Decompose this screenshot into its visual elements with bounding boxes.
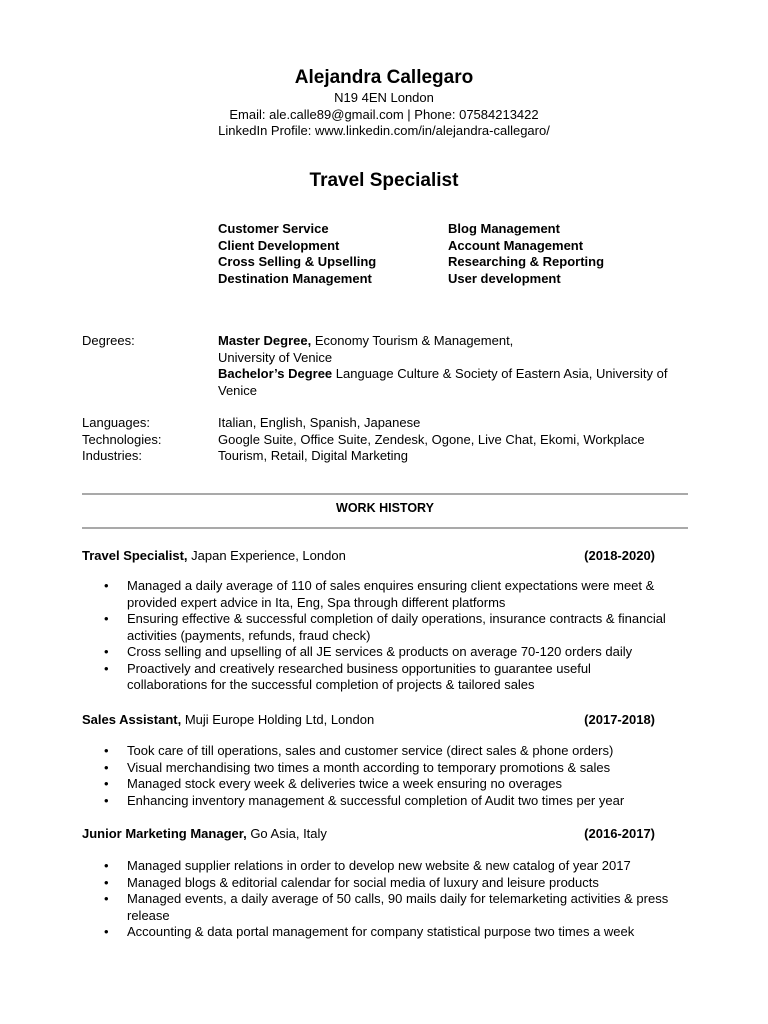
skill-item: Client Development: [218, 237, 340, 253]
resume-name: Alejandra Callegaro: [294, 67, 474, 88]
skill-item: Cross Selling & Upselling: [218, 254, 377, 269]
job-bullet-list: [104, 858, 674, 941]
job-company: Japan Experience, London: [187, 548, 346, 563]
bullet-icon: •: [104, 858, 109, 873]
job-header: [82, 548, 688, 565]
list-item: • Enhancing inventory management & successful completion of Audit two times per year: [104, 792, 625, 808]
list-item: • Proactively and creatively researched business opportunities to guarantee useful collaborations for the successful completion of projects & tailored sales: [104, 660, 591, 692]
job-role: Travel Specialist,: [82, 548, 188, 563]
address: N19 4EN London: [334, 90, 434, 105]
list-item: • Accounting & data portal management for company statistical purpose two times a week: [104, 924, 635, 939]
skills-left-column: [218, 221, 376, 287]
list-item: • Took care of till operations, sales and customer service (direct sales & phone orders): [104, 743, 614, 758]
languages-label: Languages:: [82, 415, 150, 430]
skills-right-column: [448, 221, 604, 287]
industries-value: Tourism, Retail, Digital Marketing: [218, 448, 409, 463]
list-item: • Managed events, a daily average of 50 calls, 90 mails daily for telemarketing activities & press release: [104, 891, 669, 923]
work-history-title: WORK HISTORY: [336, 501, 434, 515]
technologies-value: Google Suite, Office Suite, Zendesk, Ogone, Live Chat, Ekomi, Workplace: [218, 431, 645, 447]
skill-item: Researching & Reporting: [448, 254, 605, 269]
bullet-icon: •: [104, 891, 109, 906]
list-item: • Cross selling and upselling of all JE services & products on average 70-120 orders daily: [104, 644, 633, 659]
bullet-icon: •: [104, 792, 109, 808]
job-years: (2018-2020): [584, 548, 655, 563]
languages-value: Italian, English, Spanish, Japanese: [218, 415, 421, 430]
contact-block: [0, 90, 768, 140]
skill-item: User development: [448, 270, 561, 286]
skill-item: Account Management: [448, 237, 584, 253]
list-item: • Managed stock every week & deliveries twice a week ensuring no overages: [104, 776, 563, 791]
list-item: • Managed a daily average of 110 of sales enquires ensuring client expectations were meet & provided expert advice in Ita, Eng, Spa through different platforms: [104, 578, 655, 610]
headline-title: Travel Specialist: [309, 170, 459, 191]
technologies-label: Technologies:: [82, 431, 162, 447]
list-item: • Managed supplier relations in order to develop new website & new catalog of year 2017: [104, 858, 631, 873]
industries-label: Industries:: [82, 448, 142, 463]
degrees-value: [218, 333, 688, 399]
master-degree-school: University of Venice: [218, 349, 333, 365]
job-bullet-list: [104, 578, 674, 694]
skill-item: Destination Management: [218, 270, 372, 286]
bullet-icon: •: [104, 611, 109, 626]
bullet-icon: •: [104, 743, 109, 758]
bullet-icon: •: [104, 644, 109, 659]
section-divider-top: [82, 493, 688, 495]
master-degree-title: Master Degree,: [218, 333, 312, 348]
bullet-icon: •: [104, 924, 109, 939]
job-role: Junior Marketing Manager,: [82, 826, 247, 841]
section-divider-bottom: [82, 527, 688, 529]
job-bullet-list: [104, 743, 674, 809]
bullet-icon: •: [104, 578, 109, 593]
bullet-icon: •: [104, 776, 109, 791]
list-item: • Managed blogs & editorial calendar for social media of luxury and leisure products: [104, 874, 599, 890]
linkedin-profile: LinkedIn Profile: www.linkedin.com/in/alejandra-callegaro/: [218, 123, 550, 138]
job-company: Go Asia, Italy: [246, 826, 327, 841]
master-degree-detail: Economy Tourism & Management,: [311, 333, 514, 348]
job-years: (2017-2018): [584, 712, 655, 727]
bullet-icon: •: [104, 660, 109, 676]
bullet-icon: •: [104, 874, 109, 890]
skill-item: Customer Service: [218, 221, 329, 236]
bachelor-degree-detail: Language Culture & Society of Eastern Asia, University of Venice: [218, 366, 668, 398]
job-company: Muji Europe Holding Ltd, London: [181, 712, 375, 727]
skill-item: Blog Management: [448, 221, 560, 236]
job-years: (2016-2017): [584, 826, 655, 841]
info-values: [218, 415, 688, 465]
job-header: [82, 826, 688, 843]
info-labels: [82, 415, 212, 465]
email-phone: Email: ale.calle89@gmail.com | Phone: 07584213422: [229, 106, 539, 122]
bullet-icon: •: [104, 759, 109, 775]
bachelor-degree-title: Bachelor’s Degree: [218, 366, 333, 381]
list-item: • Ensuring effective & successful completion of daily operations, insurance contracts & financial activities (payments, refunds, fraud check): [104, 611, 666, 643]
job-role: Sales Assistant,: [82, 712, 182, 727]
list-item: • Visual merchandising two times a month according to temporary promotions & sales: [104, 759, 611, 775]
job-header: [82, 712, 688, 729]
degrees-label: Degrees:: [82, 333, 135, 348]
